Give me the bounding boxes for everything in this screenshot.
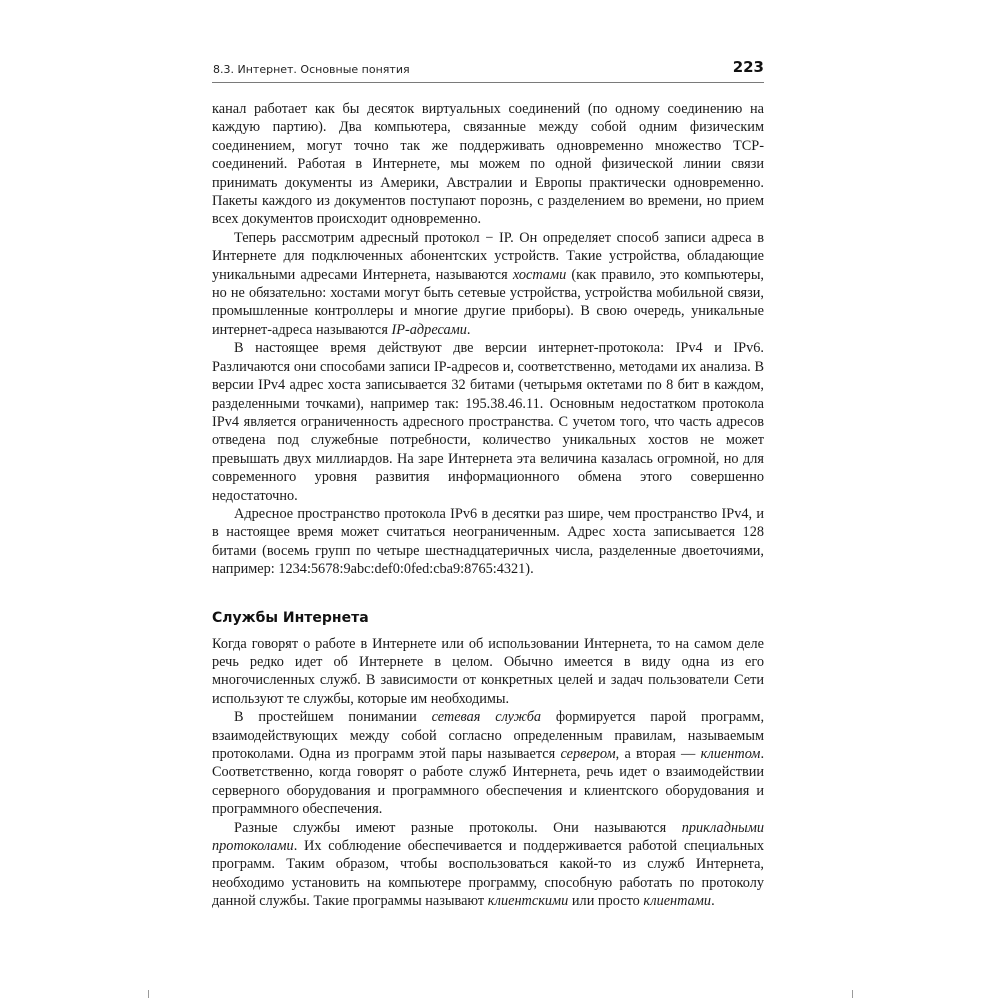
paragraph xyxy=(212,708,764,818)
text-run: Разные службы имеют разные протоколы. Они называются xyxy=(234,819,682,836)
text-run: формируется парой программ, взаимодействующих между собой согласно определенным правилам, называемым протоколами. Одна из программ этой пары называется xyxy=(212,709,765,762)
paragraph xyxy=(212,100,764,229)
paragraph xyxy=(212,819,764,911)
paragraphs-before-section xyxy=(212,100,764,579)
text-run: . xyxy=(466,321,471,338)
paragraph xyxy=(212,635,764,709)
text-run: . xyxy=(711,893,715,910)
italic-term: хостами xyxy=(512,266,567,283)
paragraph xyxy=(212,505,764,579)
text-run: Теперь рассмотрим адресный протокол − IP. Он определяет способ записи адреса в Интернете для подключенных абонентских устройств. Такие устройства, обладающие уникальными адресами Интернета, называются xyxy=(212,229,764,283)
section-heading: Службы Интернета xyxy=(212,609,369,626)
italic-term: сетевая служба xyxy=(431,709,542,726)
text-run: Когда говорят о работе в Интернете или об использовании Интернета, то на самом деле речь редко идет об Интернете в целом. Обычно имеется в виду одна из его многочисленных служб. В зависимости от конкретных целей и задач пользователи Сети используют те службы, которые им необходимы. xyxy=(212,635,764,707)
paragraphs-after-section xyxy=(212,635,764,911)
text-run: , а вторая — xyxy=(615,746,701,762)
page-body xyxy=(212,100,764,911)
page-number: 223 xyxy=(732,58,764,76)
text-run: (как правило, это компьютеры, но не обязательно: хостами могут быть сетевые устройства, устройства мобильной связи, промышленные контроллеры и многие другие приборы). В свою очередь, уникальные интернет-адреса называются xyxy=(212,266,764,338)
italic-term: клиентами xyxy=(643,893,712,910)
paragraph xyxy=(212,339,764,505)
text-run: Адресное пространство протокола IPv6 в десятки раз шире, чем пространство IPv4, и в настоящее время может считаться неограниченным. Адрес хоста записывается 128 битами (восемь групп по четыре шестнадцатеричных числа, разделенные двоеточиями, например: 1234:5678:9abc:def0:0fed:cba9:8765:4321). xyxy=(212,505,764,578)
text-run: В настоящее время действуют две версии интернет-протокола: IPv4 и IPv6. Различаются они способами записи IP-адресов и, соответственно, методами их анализа. В версии IPv4 адрес хоста записывается 32 битами (четырьмя октетами по 8 бит в каждом, разделенными точками), например так: 195.38.46.11. Основным недостатком протокола IPv4 является ограниченность адресного пространства. С учетом того, что часть адресов отведена под служебные потребности, количество уникальных хостов не может превышать двух миллиардов. На заре Интернета эта величина казалась огромной, но для современного уровня развития информационного обмена этого совершенно недостаточно. xyxy=(212,340,764,504)
header-section-title: 8.3. Интернет. Основные понятия xyxy=(213,63,410,76)
running-header xyxy=(212,60,764,83)
text-run: . Соответственно, когда говорят о работе служб Интернета, речь идет о взаимодействии серверного оборудования и программного обеспечения и клиентского оборудования и программного обеспечения. xyxy=(212,746,765,818)
crop-mark-left xyxy=(148,990,149,998)
italic-term: клиентом xyxy=(700,746,761,762)
italic-term: сервером xyxy=(560,746,616,762)
text-run: канал работает как бы десяток виртуальных соединений (по одному соединению на каждую партию). Два компьютера, связанные между собой одним физическим соединением, могут точно так же поддерживать одновременно множество TCP-соединений. Работая в Интернете, мы можем по одной физической линии связи принимать документы из Америки, Австралии и Европы практически одновременно. Пакеты каждого из документов поступают порознь, с разделением во времени, но прием всех документов происходит одновременно. xyxy=(212,101,764,228)
text-run: или просто xyxy=(568,893,644,910)
italic-term: клиентскими xyxy=(487,893,569,910)
italic-term: IP-адресами xyxy=(391,321,467,338)
paragraph xyxy=(212,229,764,339)
crop-mark-right xyxy=(852,990,853,998)
text-run: В простейшем понимании xyxy=(234,709,432,726)
text-run: . Их соблюдение обеспечивается и поддерживается работой специальных программ. Таким образом, чтобы воспользоваться какой-то из служб Интернета, необходимо установить на компьютере программу, способную работать по протоколу данной службы. Такие программы называют xyxy=(212,838,764,910)
italic-term: прикладными протоколами xyxy=(212,819,764,855)
